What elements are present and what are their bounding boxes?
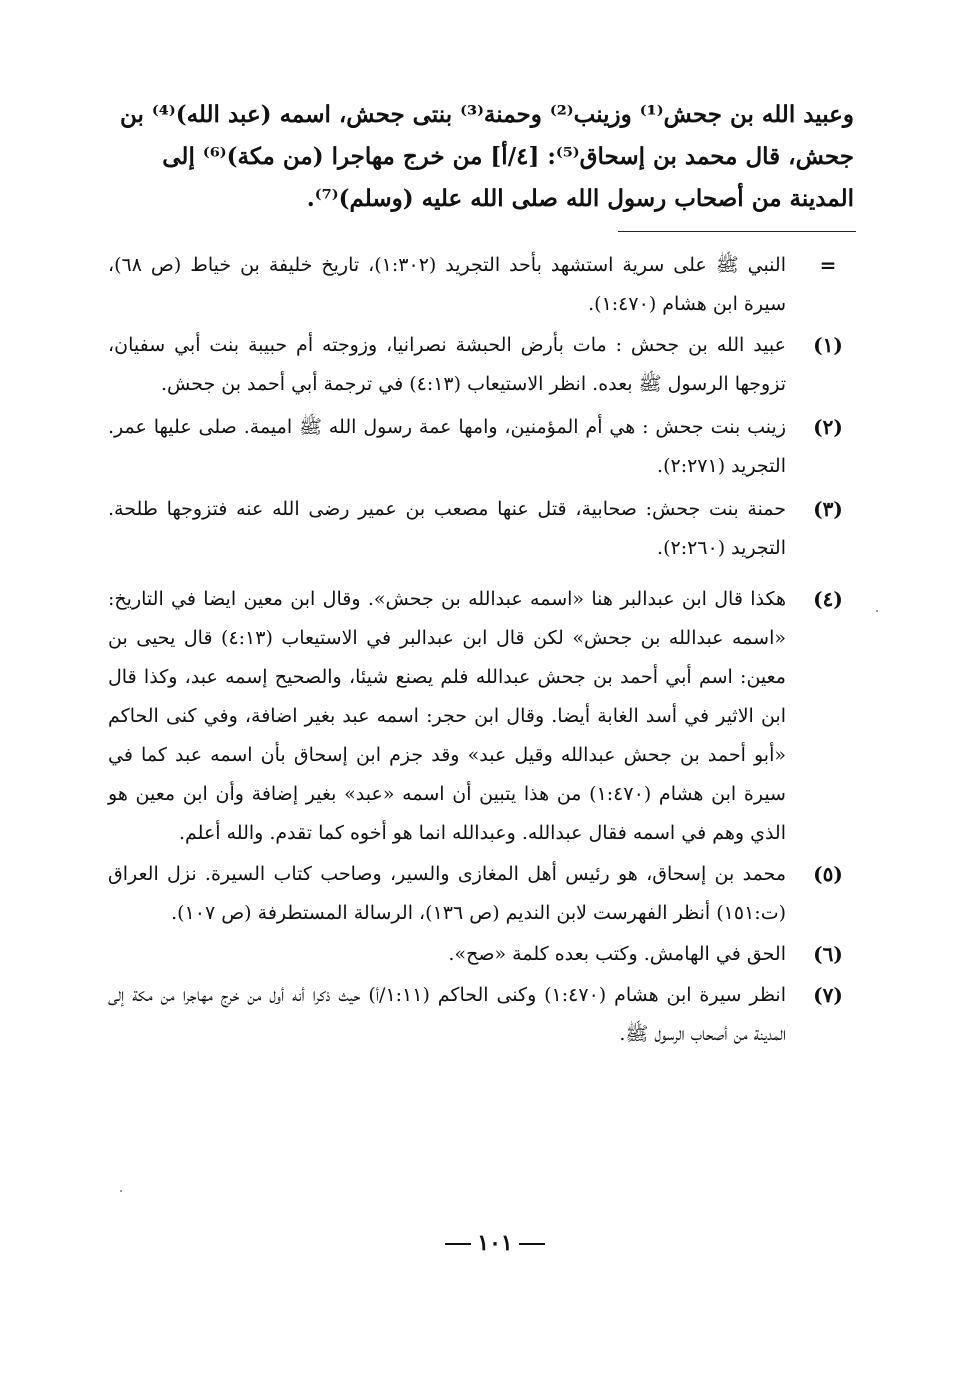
footnote-marker: (١)	[813, 333, 843, 357]
dash-left	[519, 1243, 545, 1245]
page-number-value: ١٠١	[477, 1230, 513, 1256]
main-text-line: وعبيد الله بن جحش⁽¹⁾ وزينب⁽²⁾ وحمنة⁽³⁾ بنتى جحش، اسمه (عبد الله)⁽⁴⁾ بن	[120, 101, 854, 128]
footnote-text: النبي ﷺ على سرية استشهد بأحد التجريد (١:٣٠٢)، تاريخ خليفة بن خياط (ص ٦٨)، سيرة ابن هشام (١:٤٧٠).	[108, 254, 786, 315]
footnote-5	[108, 855, 864, 933]
footnote-marker: (٧)	[813, 983, 843, 1007]
footnote-text: هكذا قال ابن عبدالبر هنا «اسمه عبدالله بن جحش». وقال ابن معين ايضا في التاريخ: «اسمه عبدالله بن جحش» لكن قال ابن عبدالبر في الاستيعاب (٤:١٣) قال يحيى بن معين: اسم أبي أحمد بن جحش عبدالله فلم يصنع شيئا، والصحيح إسمه عبد، وكذا قال ابن الاثير في أسد الغابة أيضا. وقال ابن حجر: اسمه عبد بغير اضافة، وفي كنى الحاكم «أبو أحمد بن جحش عبدالله وقيل عبد» وقد جزم ابن إسحاق بأن اسمه عبد كما في سيرة ابن هشام (١:٤٧٠) من هذا يتبين أن اسمه «عبد» بغير إضافة وأن ابن معين هو الذي وهم في اسمه فقال عبدالله. وعبدالله انما هو أخوه كما تقدم. والله أعلم.	[108, 588, 786, 844]
footnote-marker: =	[819, 253, 837, 277]
footnote-continued	[108, 246, 864, 324]
footnote-separator	[618, 231, 856, 232]
footnote-3	[108, 490, 864, 568]
footnotes	[108, 246, 864, 1054]
footnote-marker: (٣)	[813, 497, 843, 521]
footnote-marker: (٥)	[813, 862, 843, 886]
main-text-line: المدينة من أصحاب رسول الله صلى الله عليه (وسلم)⁽⁷⁾.	[306, 185, 854, 212]
footnote-text: زينب بنت جحش : هي أم المؤمنين، وامها عمة رسول الله ﷺ اميمة. صلى عليها عمر. التجريد (٢:٢٧١).	[108, 416, 786, 477]
footnote-2	[108, 408, 864, 486]
scan-speck	[120, 1190, 122, 1192]
footnote-marker: (٢)	[813, 415, 843, 439]
footnote-6	[108, 935, 864, 974]
scan-speck	[876, 610, 878, 612]
footnote-7	[108, 976, 864, 1054]
footnote-text: انظر سيرة ابن هشام (١:٤٧٠) وكنى الحاكم (١:١١/أ) حيث ذكرا أنه أول من خرج مهاجرا من مكة إلى المدينة من أصحاب الرسول ﷺ.	[108, 984, 786, 1045]
footnote-text: حمنة بنت جحش: صحابية، قتل عنها مصعب بن عمير رضى الله عنه فتزوجها طلحة. التجريد (٢:٢٦٠).	[108, 498, 786, 559]
footnote-marker: (٤)	[813, 587, 843, 611]
footnote-text: عبيد الله بن جحش : مات بأرض الحبشة نصرانيا، وزوجته أم حبيبة بنت أبي سفيان، تزوجها الرسول ﷺ بعده. انظر الاستيعاب (٤:١٣) في ترجمة أبي أحمد بن جحش.	[108, 334, 786, 395]
main-text	[108, 94, 854, 220]
footnote-1	[108, 326, 864, 404]
footnote-4	[108, 580, 864, 853]
footnote-text: محمد بن إسحاق، هو رئيس أهل المغازى والسير، وصاحب كتاب السيرة. نزل العراق (ت:١٥١) أنظر الفهرست لابن النديم (ص ١٣٦)، الرسالة المستطرفة (ص ١٠٧).	[108, 863, 786, 924]
page-number	[430, 1230, 560, 1256]
main-text-line: جحش، قال محمد بن إسحاق⁽⁵⁾: [٤/أ] من خرج مهاجرا (من مكة)⁽⁶⁾ إلى	[162, 143, 854, 170]
dash-right	[445, 1243, 471, 1245]
footnote-text: الحق في الهامش. وكتب بعده كلمة «صح».	[448, 943, 786, 965]
footnote-marker: (٦)	[813, 942, 843, 966]
